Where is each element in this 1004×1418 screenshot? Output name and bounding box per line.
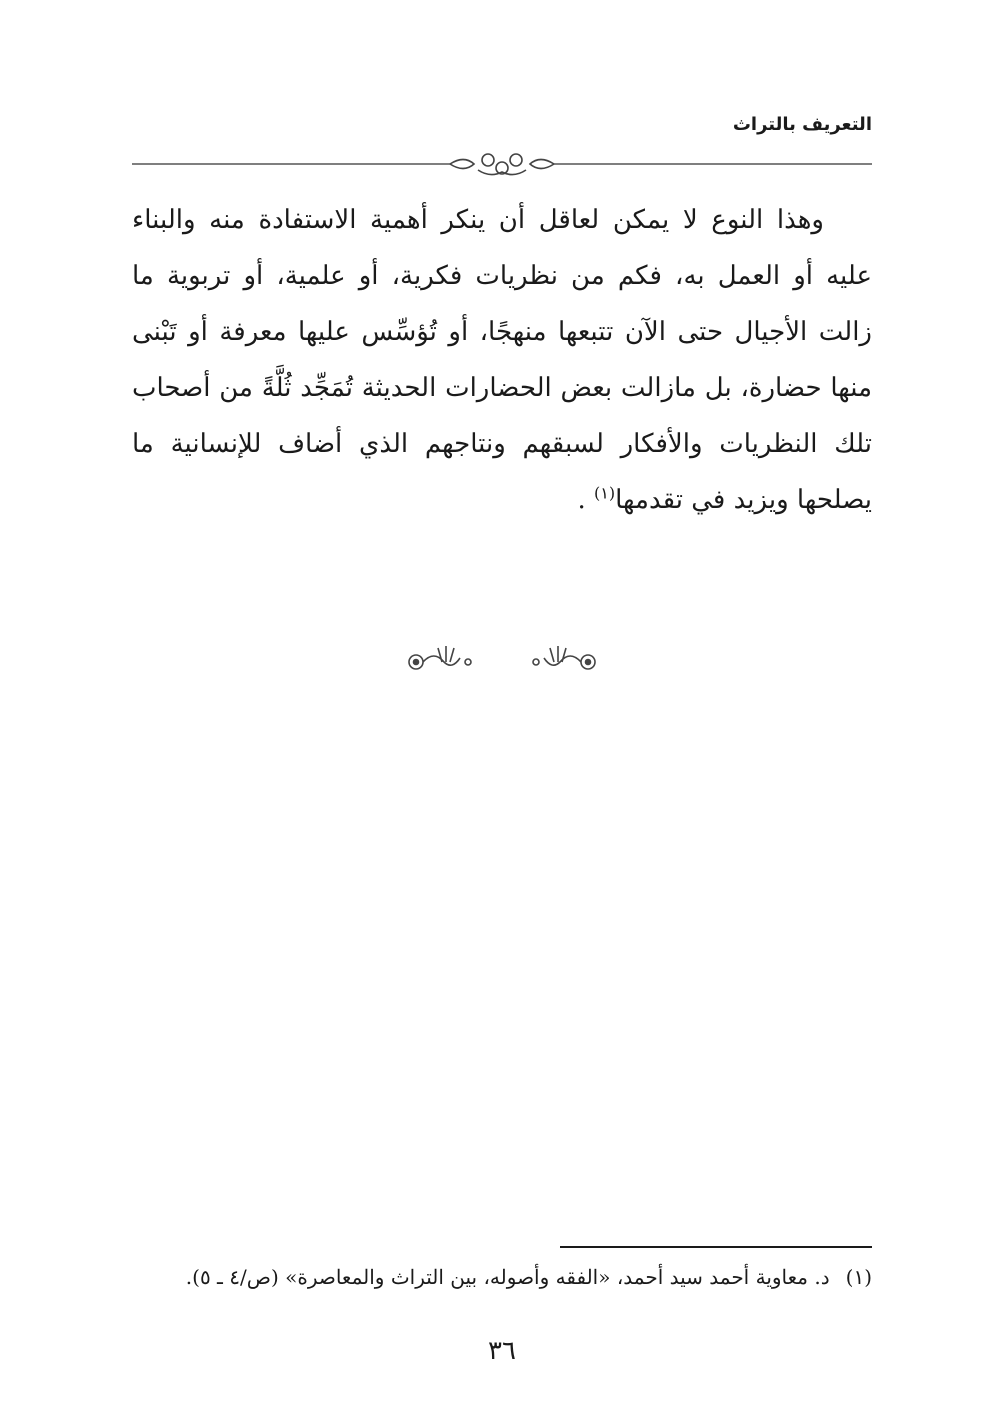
- page-number: ٣٦: [488, 1336, 516, 1366]
- body-paragraph-text: وهذا النوع لا يمكن لعاقل أن ينكر أهمية الاستفادة منه والبناء عليه أو العمل به، فكم من نظريات فكرية، أو علمية، أو تربوية ما زالت الأجيال حتى الآن تتبعها منهجًا، أو تُؤسِّس عليها معرفة أو تَبْنى منها حضارة، بل مازالت بعض الحضارات الحديثة تُمَجِّد ثُلَّةً من أصحاب تلك النظريات والأفكار لسبقهم ونتاجهم الذي أضاف للإنسانية ما يصلحها ويزيد في تقدمها: [132, 205, 872, 515]
- footnote-separator-rule: [560, 1246, 872, 1248]
- paragraph-ending: .: [577, 485, 595, 515]
- body-paragraph: [132, 192, 872, 528]
- running-header-title: التعريف بالتراث: [732, 114, 872, 135]
- section-end-ornament-icon: [402, 640, 602, 680]
- footnote-number: (١): [845, 1265, 872, 1289]
- footnote-reference[interactable]: (١): [594, 483, 616, 503]
- footnote-text: د. معاوية أحمد سيد أحمد، «الفقه وأصوله، بين التراث والمعاصرة» (ص/٤ ـ ٥).: [185, 1265, 830, 1289]
- footnote: [132, 1262, 872, 1292]
- header-rule-ornament-icon: [132, 150, 872, 180]
